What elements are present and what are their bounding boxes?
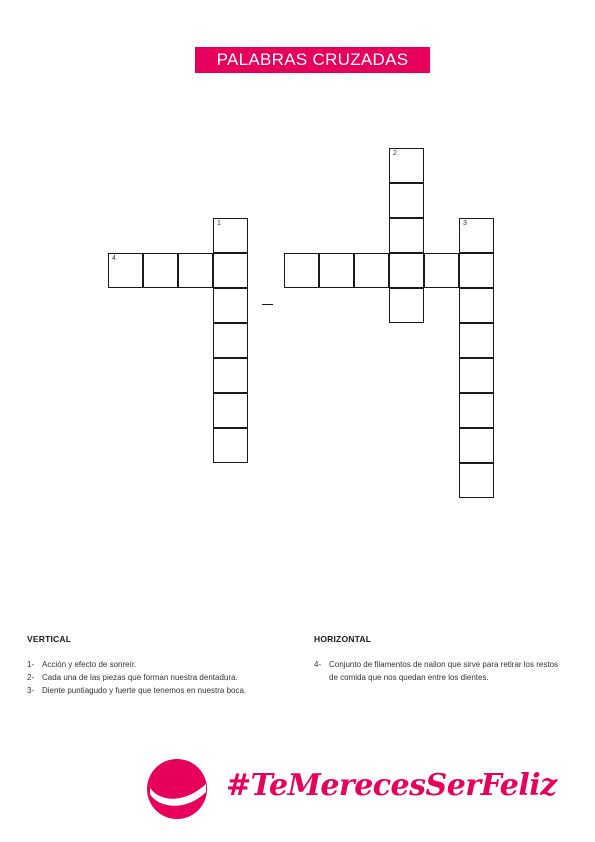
crossword-cell[interactable] — [459, 253, 494, 288]
crossword-cell[interactable] — [389, 183, 424, 218]
crossword-cell[interactable] — [213, 218, 248, 253]
clue-item — [314, 658, 564, 684]
crossword-cell[interactable] — [459, 463, 494, 498]
crossword-cell[interactable] — [389, 253, 424, 288]
crossword-cell[interactable] — [354, 253, 389, 288]
clue-text: Cada una de las piezas que forman nuestra dentadura. — [42, 673, 238, 682]
crossword-cell[interactable] — [143, 253, 178, 288]
crossword-cell[interactable] — [459, 323, 494, 358]
footer-hashtag: #TeMerecesSerFeliz — [226, 768, 557, 803]
crossword-cell[interactable] — [459, 428, 494, 463]
crossword-cell[interactable] — [319, 253, 354, 288]
crossword-cell[interactable] — [459, 218, 494, 253]
cell-number: 2 — [393, 150, 397, 157]
vertical-clues-list — [27, 658, 302, 697]
vertical-clues-heading: VERTICAL — [27, 634, 72, 644]
clue-item — [27, 684, 302, 697]
horizontal-clues-heading: HORIZONTAL — [314, 634, 372, 644]
clue-text: Conjunto de filamentos de nailon que sirve para retirar los restos de comida que nos quedan entre los dientes. — [329, 660, 559, 682]
crossword-cell[interactable] — [213, 253, 248, 288]
grid-separator-dash — [262, 304, 273, 305]
crossword-cell[interactable] — [284, 253, 319, 288]
clue-text: Acción y efecto de sonreír. — [42, 660, 137, 669]
crossword-cell[interactable] — [389, 288, 424, 323]
crossword-cell[interactable] — [459, 393, 494, 428]
crossword-cell[interactable] — [459, 288, 494, 323]
crossword-cell[interactable] — [108, 253, 143, 288]
crossword-cell[interactable] — [213, 393, 248, 428]
cell-number: 4 — [112, 255, 116, 262]
crossword-cell[interactable] — [389, 218, 424, 253]
crossword-cell[interactable] — [213, 358, 248, 393]
horizontal-clues-list — [314, 658, 564, 684]
smile-circle-logo-icon — [146, 758, 208, 820]
crossword-cell[interactable] — [459, 358, 494, 393]
crossword-cell[interactable] — [213, 288, 248, 323]
clue-number: 4- — [314, 660, 322, 669]
cell-number: 1 — [217, 220, 221, 227]
cell-number: 3 — [463, 220, 467, 227]
page-title-text: PALABRAS CRUZADAS — [216, 50, 409, 69]
clue-item — [27, 671, 302, 684]
clue-number: 2- — [27, 673, 35, 682]
crossword-cell[interactable] — [389, 148, 424, 183]
clue-number: 1- — [27, 660, 35, 669]
clue-text: Diente puntiagudo y fuerte que tenemos en nuestra boca. — [42, 686, 247, 695]
clue-item — [27, 658, 302, 671]
crossword-cell[interactable] — [213, 323, 248, 358]
clue-number: 3- — [27, 686, 35, 695]
crossword-cell[interactable] — [178, 253, 213, 288]
crossword-cell[interactable] — [213, 428, 248, 463]
crossword-cell[interactable] — [424, 253, 459, 288]
